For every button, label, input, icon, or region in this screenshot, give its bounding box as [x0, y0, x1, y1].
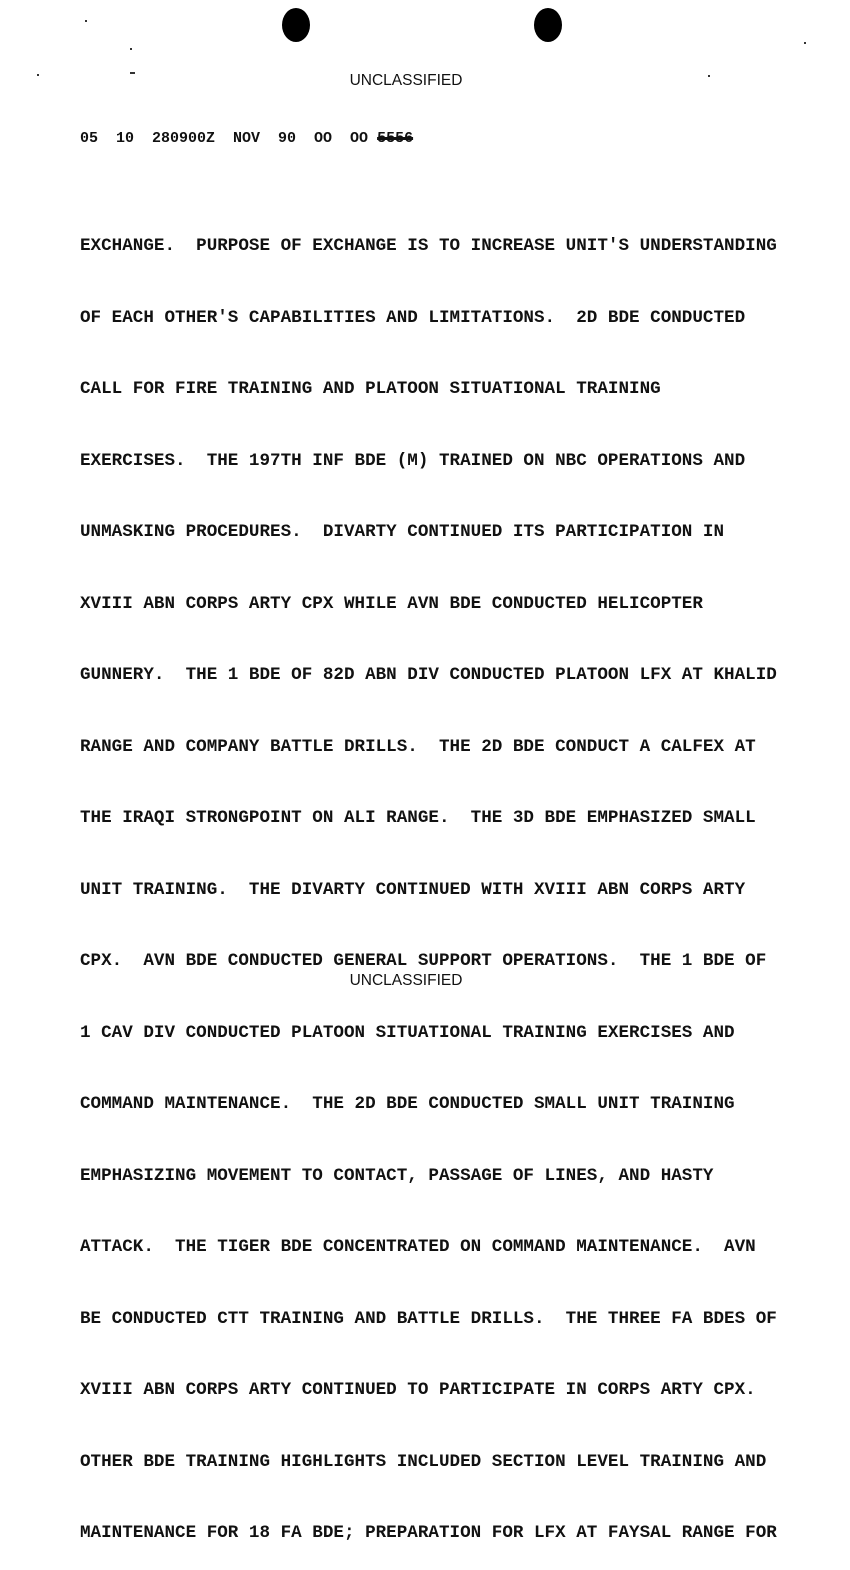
body-line: MAINTENANCE FOR 18 FA BDE; PREPARATION FOR LFX AT FAYSAL RANGE FOR — [80, 1523, 777, 1543]
body-line: OF EACH OTHER'S CAPABILITIES AND LIMITATIONS. 2D BDE CONDUCTED — [80, 307, 746, 328]
body-line: THE IRAQI STRONGPOINT ON ALI RANGE. THE 3D BDE EMPHASIZED SMALL — [80, 808, 756, 828]
classification-top: UNCLASSIFIED — [349, 72, 463, 89]
body-line: OTHER BDE TRAINING HIGHLIGHTS INCLUDED SECTION LEVEL TRAINING AND — [80, 1451, 767, 1472]
body-line: UNMASKING PROCEDURES. DIVARTY CONTINUED ITS PARTICIPATION IN — [80, 522, 725, 542]
body-line: EMPHASIZING MOVEMENT TO CONTACT, PASSAGE OF LINES, AND HASTY — [80, 1165, 714, 1186]
body-line: CPX. AVN BDE CONDUCTED GENERAL SUPPORT OPERATIONS. THE 1 BDE OF — [80, 951, 767, 971]
scan-speck — [85, 20, 87, 22]
body-line: GUNNERY. THE 1 BDE OF 82D ABN DIV CONDUCTED PLATOON LFX AT KHALID — [80, 665, 777, 685]
struck-header-text: 5556 — [377, 130, 414, 147]
body-line: 1 CAV DIV CONDUCTED PLATOON SITUATIONAL TRAINING EXERCISES AND — [80, 1022, 735, 1043]
body-line: CALL FOR FIRE TRAINING AND PLATOON SITUATIONAL TRAINING — [80, 379, 661, 399]
body-line: EXERCISES. THE 197TH INF BDE (M) TRAINED ON NBC OPERATIONS AND — [80, 450, 746, 471]
punch-hole-left — [282, 8, 310, 42]
classification-bottom: UNCLASSIFIED — [349, 972, 463, 989]
document-body — [80, 191, 777, 1570]
body-line: COMMAND MAINTENANCE. THE 2D BDE CONDUCTED SMALL UNIT TRAINING — [80, 1094, 735, 1114]
body-line: XVIII ABN CORPS ARTY CONTINUED TO PARTICIPATE IN CORPS ARTY CPX. — [80, 1380, 756, 1400]
punch-hole-right — [534, 8, 562, 42]
body-line: BE CONDUCTED CTT TRAINING AND BATTLE DRILLS. THE THREE FA BDES OF — [80, 1308, 777, 1329]
header-fields: 05 10 280900Z NOV 90 OO OO — [80, 130, 378, 147]
body-line: UNIT TRAINING. THE DIVARTY CONTINUED WITH XVIII ABN CORPS ARTY — [80, 879, 746, 900]
body-line: XVIII ABN CORPS ARTY CPX WHILE AVN BDE CONDUCTED HELICOPTER — [80, 593, 703, 614]
scan-speck — [804, 42, 806, 44]
message-header — [80, 130, 413, 147]
body-line: RANGE AND COMPANY BATTLE DRILLS. THE 2D BDE CONDUCT A CALFEX AT — [80, 736, 756, 757]
scan-speck — [130, 48, 132, 50]
body-line: EXCHANGE. PURPOSE OF EXCHANGE IS TO INCREASE UNIT'S UNDERSTANDING — [80, 236, 777, 256]
body-line: ATTACK. THE TIGER BDE CONCENTRATED ON COMMAND MAINTENANCE. AVN — [80, 1237, 756, 1257]
